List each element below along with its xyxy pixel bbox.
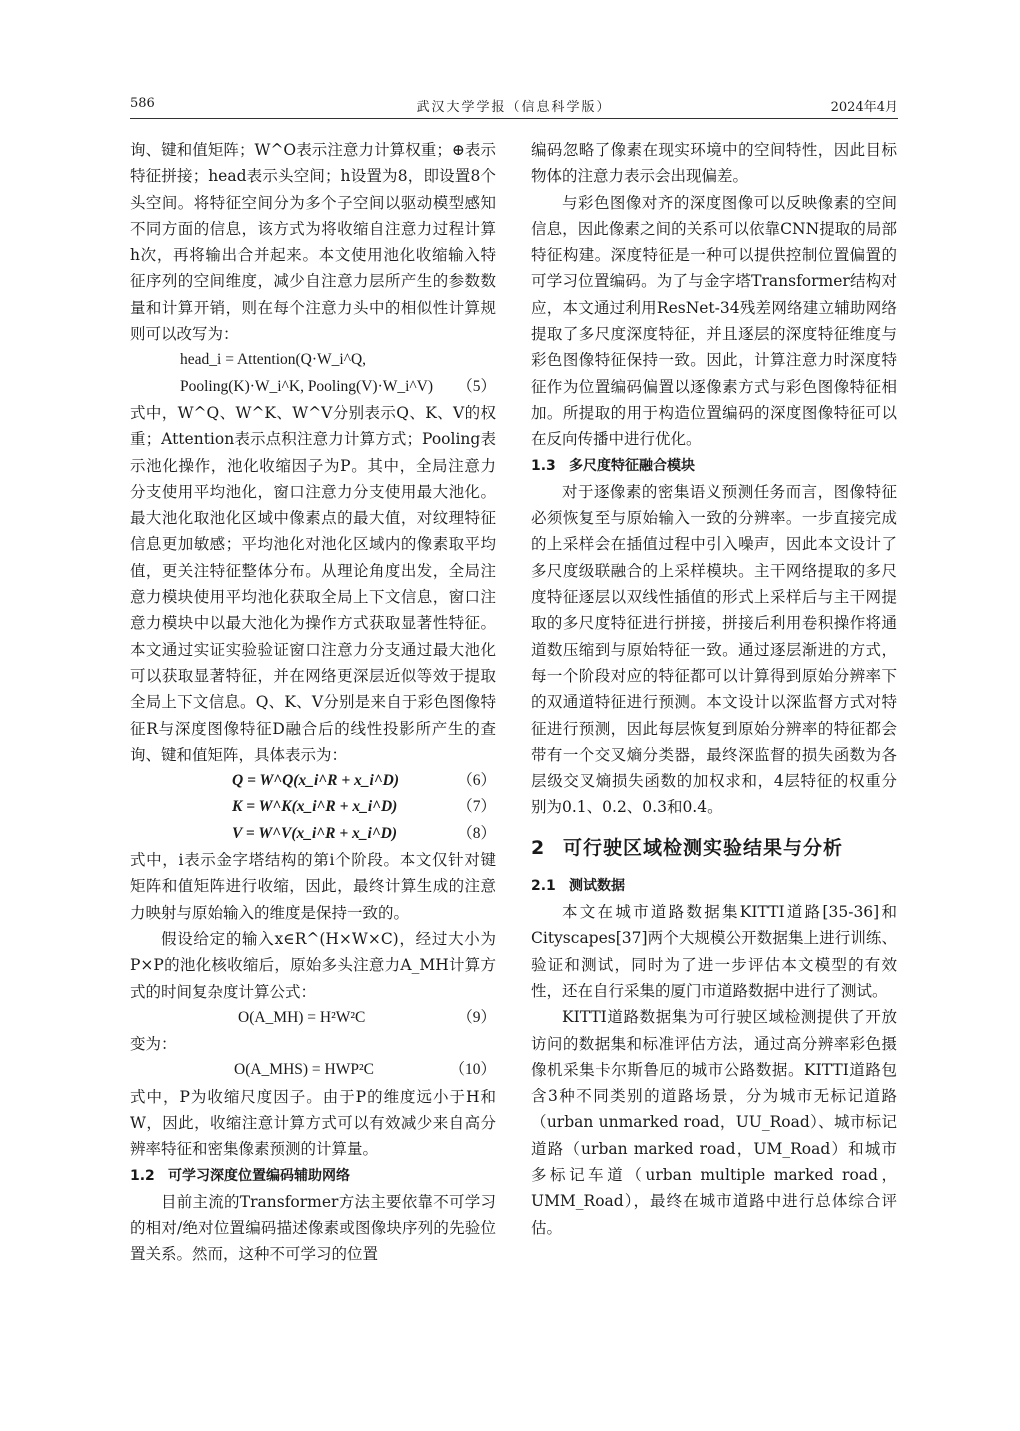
equation-6 [130,768,496,794]
paragraph-left-6: 式中，P为收缩尺度因子。由于P的维度远小于H和W，因此，收缩注意计算方式可以有效减少来自高分辨率特征和密集像素预测的计算量。 [130,1087,496,1159]
equation-5-expr-2: Pooling(K)·W_i^K, Pooling(V)·W_i^V) [180,377,434,395]
paragraph-right-3: 对于逐像素的密集语义预测任务而言，图像特征必须恢复至与原始输入一致的分辨率。一步直接完成的上采样会在插值过程中引入噪声，因此本文设计了多尺度级联融合的上采样模块。主干网络提取的多尺度特征逐层以双线性插值的形式上采样后与主干网提取的多尺度特征进行拼接，拼接后利用卷积操作将通道数压缩到与原始特征一致。通过逐层渐进的方式，每一个阶段对应的特征都可以计算得到原始分辨率下的双通道特征进行预测。本文设计以深监督方式对特征进行预测，因此每层恢复到原始分辨率的特征都会带有一个交叉熵分类器，最终深监督的损失函数为各层级交叉熵损失函数的加权求和，4层特征的权重分别为0.1、0.2、0.3和0.4。 [531,482,897,817]
paragraph-right-1: 编码忽略了像素在现实环境中的空间特性，因此目标物体的注意力表示会出现偏差。 [531,141,897,186]
section-title-2-1: 测试数据 [569,877,625,894]
page-header [130,96,898,119]
equation-10 [130,1057,496,1083]
issue-date: 2024年4月 [830,100,898,115]
paragraph-left-2: 式中，W^Q、W^K、W^V分别表示Q、K、V的权重；Attention表示点积注意力计算方式；Pooling表示池化操作，池化收缩因子为P。其中，全局注意力分支使用平均池化，窗口注意力分支使用最大池化。最大池化取池化区域中像素点的最大值，对纹理特征信息更加敏感；平均池化对池化区域内的像素取平均值，更关注特征整体分布。从理论角度出发，全局注意力模块使用平均池化获取全局上下文信息，窗口注意力模块中以最大池化为操作方式获取显著性特征。本文通过实证实验验证窗口注意力分支通过最大池化可以获取显著特征，并在网络更深层近似等效于提取全局上下文信息。Q、K、V分别是来自于彩色图像特征R与深度图像特征D融合后的线性投影所产生的查询、键和值矩阵，具体表示为： [130,403,496,764]
paragraph-right-4: 本文在城市道路数据集KITTI道路[35-36]和Cityscapes[37]两个大规模公开数据集上进行训练、验证和测试，同时为了进一步评估本文模型的有效性，还在自行采集的厦门市道路数据中进行了测试。 [531,903,897,1000]
section-number-2: 2 [531,836,546,859]
section-title-1-3: 多尺度特征融合模块 [569,457,695,474]
equation-6-expr: Q = W^Q(x_i^R + x_i^D) [232,772,400,790]
journal-title: 武汉大学学报（信息科学版） [416,100,612,115]
equation-5-number: （5） [457,377,496,395]
equation-8 [130,821,496,847]
page-number: 586 [130,96,155,111]
equation-10-expr: O(A_MHS) = HWP²C [234,1061,374,1079]
paragraph-right-2: 与彩色图像对齐的深度图像可以反映像素的空间信息，因此像素之间的关系可以依靠CNN提取的局部特征构建。深度特征是一种可以提供控制位置偏置的可学习位置编码。为了与金字塔Transformer结构对应，本文通过利用ResNet-34残差网络建立辅助网络提取了多尺度深度特征，并且逐层的深度特征维度与彩色图像特征保持一致。因此，计算注意力时深度特征作为位置编码偏置以逐像素方式与彩色图像特征相加。所提取的用于构造位置编码的深度图像特征可以在反向传播中进行优化。 [531,193,897,449]
section-number-2-1: 2.1 [531,877,556,894]
equation-5-line-1 [130,347,496,373]
paragraph-left-1: 询、键和值矩阵；W^O表示注意力计算权重；⊕表示特征拼接；head表示头空间；h设置为8，即设置8个头空间。将特征空间分为多个子空间以驱动模型感知不同方面的信息，该方式为将收缩自注意力过程计算h次，再将输出合并起来。本文使用池化收缩输入特征序列的空间维度，减少自注意力层所产生的参数数量和计算开销，则在每个注意力头中的相似性计算规则可以改写为： [130,141,496,344]
equation-9-expr: O(A_MH) = H²W²C [238,1008,366,1026]
section-title-2: 可行驶区域检测实验结果与分析 [563,836,844,859]
equation-7 [130,794,496,820]
paragraph-left-5: 变为： [130,1035,177,1054]
section-number-1-3: 1.3 [531,457,556,474]
paragraph-left-3: 式中，i表示金字塔结构的第i个阶段。本文仅针对键矩阵和值矩阵进行收缩，因此，最终计算生成的注意力映射与原始输入的维度是保持一致的。 [130,851,496,922]
equation-5-expr-1: head_i = Attention(Q·W_i^Q, [180,351,367,369]
paragraph-left-7: 目前主流的Transformer方法主要依靠不可学习的相对/绝对位置编码描述像素或图像块序列的先验位置关系。然而，这种不可学习的位置 [130,1192,496,1264]
section-heading-2 [531,821,897,873]
equation-5-line-2 [130,374,496,400]
left-column [130,137,496,1268]
equation-6-number: （6） [457,772,496,790]
section-heading-2-1 [531,873,897,899]
equation-7-number: （7） [457,798,496,816]
right-column [531,137,897,1241]
paragraph-left-4: 假设给定的输入x∈R^(H×W×C)，经过大小为P×P的池化核收缩后，原始多头注意力A_MH计算方式的时间复杂度计算公式： [130,929,496,1001]
equation-7-expr: K = W^K(x_i^R + x_i^D) [232,798,398,816]
equation-8-expr: V = W^V(x_i^R + x_i^D) [232,824,398,842]
equation-9 [130,1005,496,1031]
section-heading-1-2 [130,1163,496,1189]
section-number-1-2: 1.2 [130,1167,155,1184]
paragraph-right-5: KITTI道路数据集为可行驶区域检测提供了开放访问的数据集和标准评估方法，通过高分辨率彩色摄像机采集卡尔斯鲁厄的城市公路数据。KITTI道路包含3种不同类别的道路场景，分为城市无标记道路（urban unmarked road，UU_Road）、城市标记道路（urban marked road，UM_Road）和城市多标记车道（urban multiple marked road，UMM_Road），最终在城市道路中进行总体综合评估。 [531,1008,897,1237]
equation-8-number: （8） [457,824,496,842]
section-heading-1-3 [531,453,897,479]
equation-10-number: （10） [449,1061,496,1079]
equation-9-number: （9） [457,1008,496,1026]
section-title-1-2: 可学习深度位置编码辅助网络 [168,1167,350,1184]
